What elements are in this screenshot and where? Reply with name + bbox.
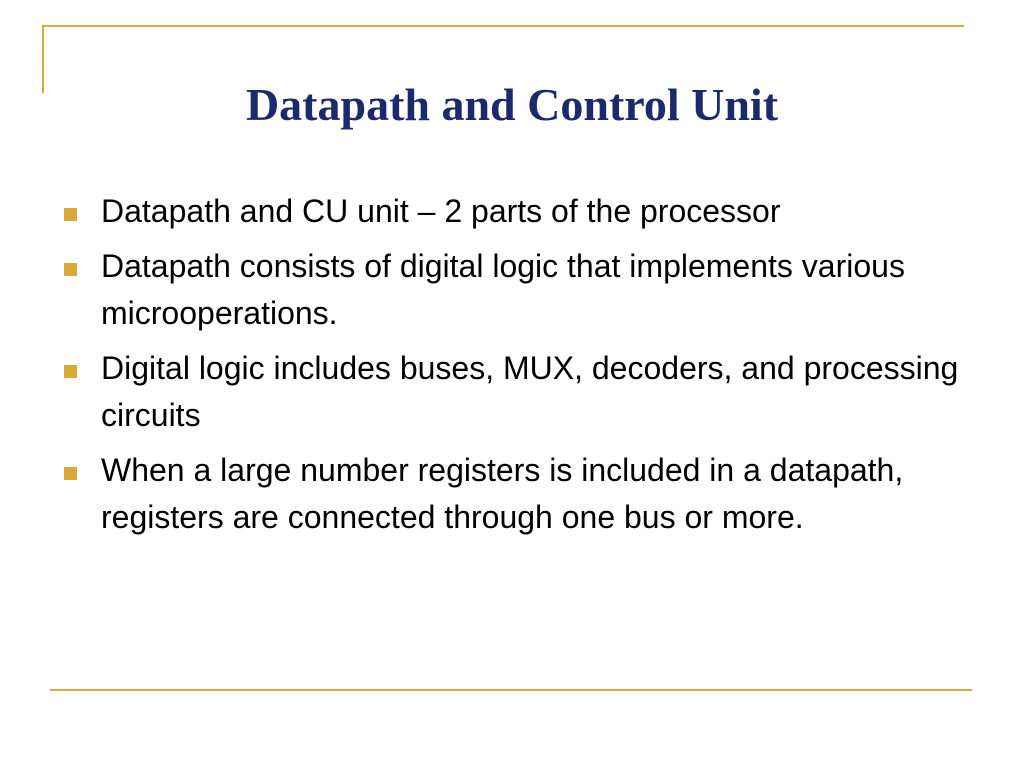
bullet-text: When a large number registers is included in a datapath, registers are connected through one bus or more. xyxy=(101,452,904,535)
square-bullet-icon xyxy=(64,208,77,221)
slide-title: Datapath and Control Unit xyxy=(245,78,779,130)
square-bullet-icon xyxy=(64,467,77,480)
bullet-text: Digital logic includes buses, MUX, decoders, and processing circuits xyxy=(101,350,959,433)
bullet-item xyxy=(64,188,984,235)
bullet-text: Datapath and CU unit – 2 parts of the processor xyxy=(101,193,781,229)
bullet-text: Datapath consists of digital logic that implements various microoperations. xyxy=(101,248,905,331)
bullet-item xyxy=(64,447,984,541)
bullet-list xyxy=(64,188,984,549)
bottom-border-line xyxy=(50,689,972,691)
square-bullet-icon xyxy=(64,263,77,276)
bullet-item xyxy=(64,243,984,337)
bullet-item xyxy=(64,345,984,439)
top-border-line xyxy=(42,25,964,27)
square-bullet-icon xyxy=(64,365,77,378)
